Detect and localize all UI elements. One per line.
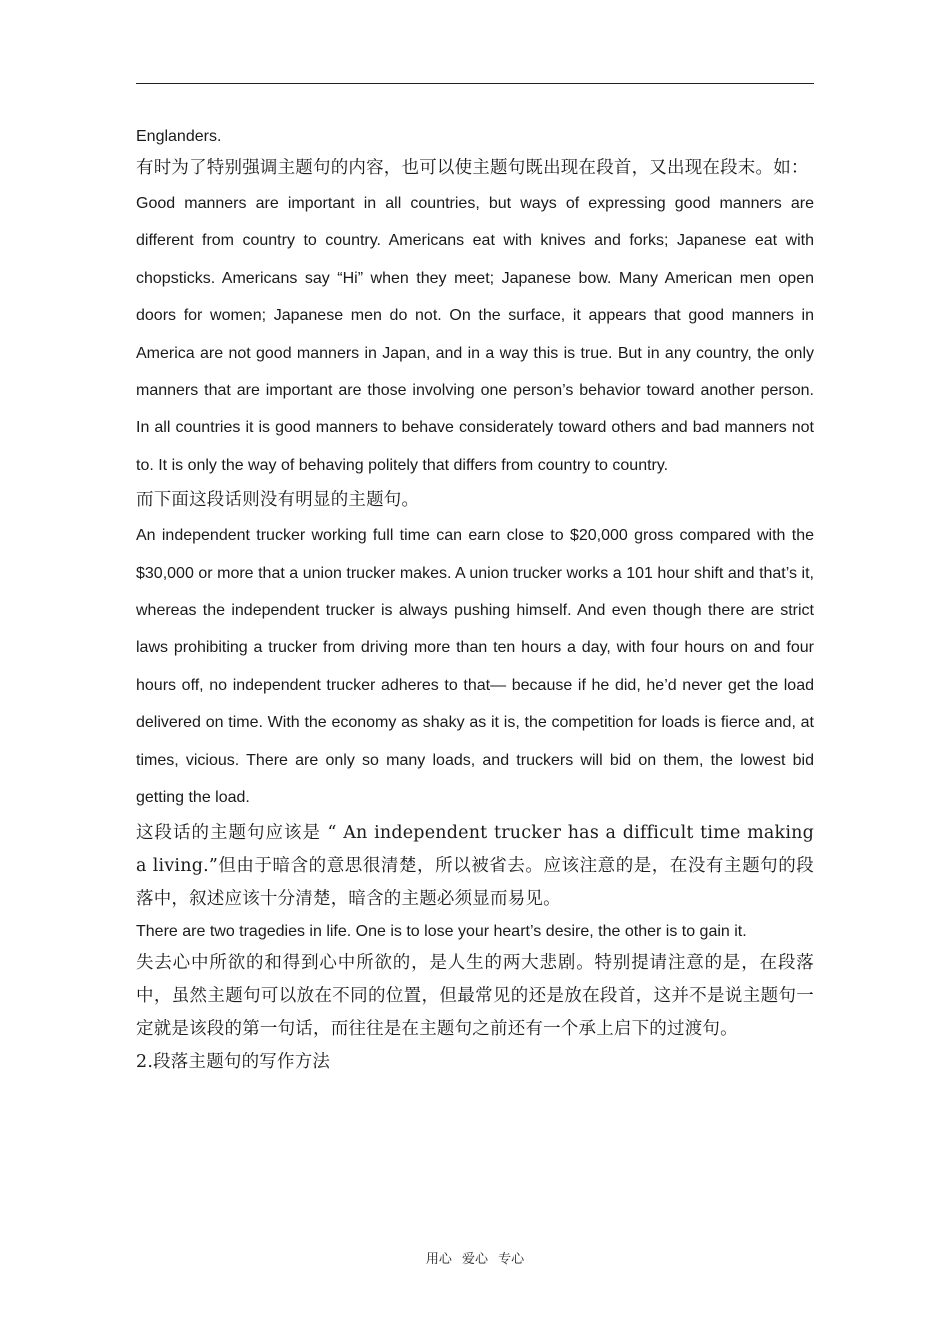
paragraph-trucker: An independent trucker working full time can earn close to $20,000 gross compared with the $30,000 or more that a union trucker makes. A union trucker works a 101 hour shift and that’s it, whereas the independent trucker is always pushing himself. And even though there are strict laws prohibiting a trucker from driving more than ten hours a day, with four hours on and four hours off, no independent trucker adheres to that— because if he did, he’d never get the load delivered on time. With the economy as shaky as it is, the competition for loads is fierce and, at times, vicious. There are only so many loads, and truckers will bid on them, the lowest bid getting the load. bbox=[136, 527, 814, 807]
paragraph-tragedies-translation: 失去心中所欲的和得到心中所欲的，是人生的两大悲剧。特别提请注意的是，在段落中，虽然主题句可以放在不同的位置，但最常见的还是放在段首，这并不是说主题句一定就是该段的第一句话，而往往是在主题句之前还有一个承上启下的过渡句。 bbox=[136, 952, 814, 1039]
section-heading-topic-sentence: 2.段落主题句的写作方法 bbox=[136, 1051, 331, 1072]
header-rule bbox=[136, 83, 814, 84]
paragraph-good-manners: Good manners are important in all countries, but ways of expressing good manners are different from country to country. Americans eat with knives and forks; Japanese eat with chopsticks. Americans say “Hi” when they meet; Japanese bow. Many American men open doors for women; Japanese men do not. On the surface, it appears that good manners in America are not good manners in Japan, and in a way this is true. But in any country, the only manners that are important are those involving one person’s behavior toward another person. In all countries it is good manners to behave considerately toward others and bad manners not to. It is only the way of behaving politely that differs from country to country. bbox=[136, 195, 814, 474]
paragraph-implied-topic: 这段话的主题句应该是 “ An independent trucker has a difficult time making a living.”但由于暗含的意思很清楚，所以被省去。应该注意的是，在没有主题句的段落中，叙述应该十分清楚，暗含的主题必须显而易见。 bbox=[136, 822, 814, 909]
paragraph-no-topic-intro: 而下面这段话则没有明显的主题句。 bbox=[136, 490, 420, 511]
paragraph-two-tragedies: There are two tragedies in life. One is to lose your heart’s desire, the other is to gain it. bbox=[136, 922, 747, 940]
paragraph-englanders: Englanders. bbox=[136, 128, 222, 145]
page-footer: 用心 爱心 专心 bbox=[425, 1252, 525, 1267]
document-body bbox=[136, 121, 814, 1079]
paragraph-emphasis-note: 有时为了特别强调主题句的内容，也可以使主题句既出现在段首，又出现在段末。如： bbox=[136, 158, 809, 178]
